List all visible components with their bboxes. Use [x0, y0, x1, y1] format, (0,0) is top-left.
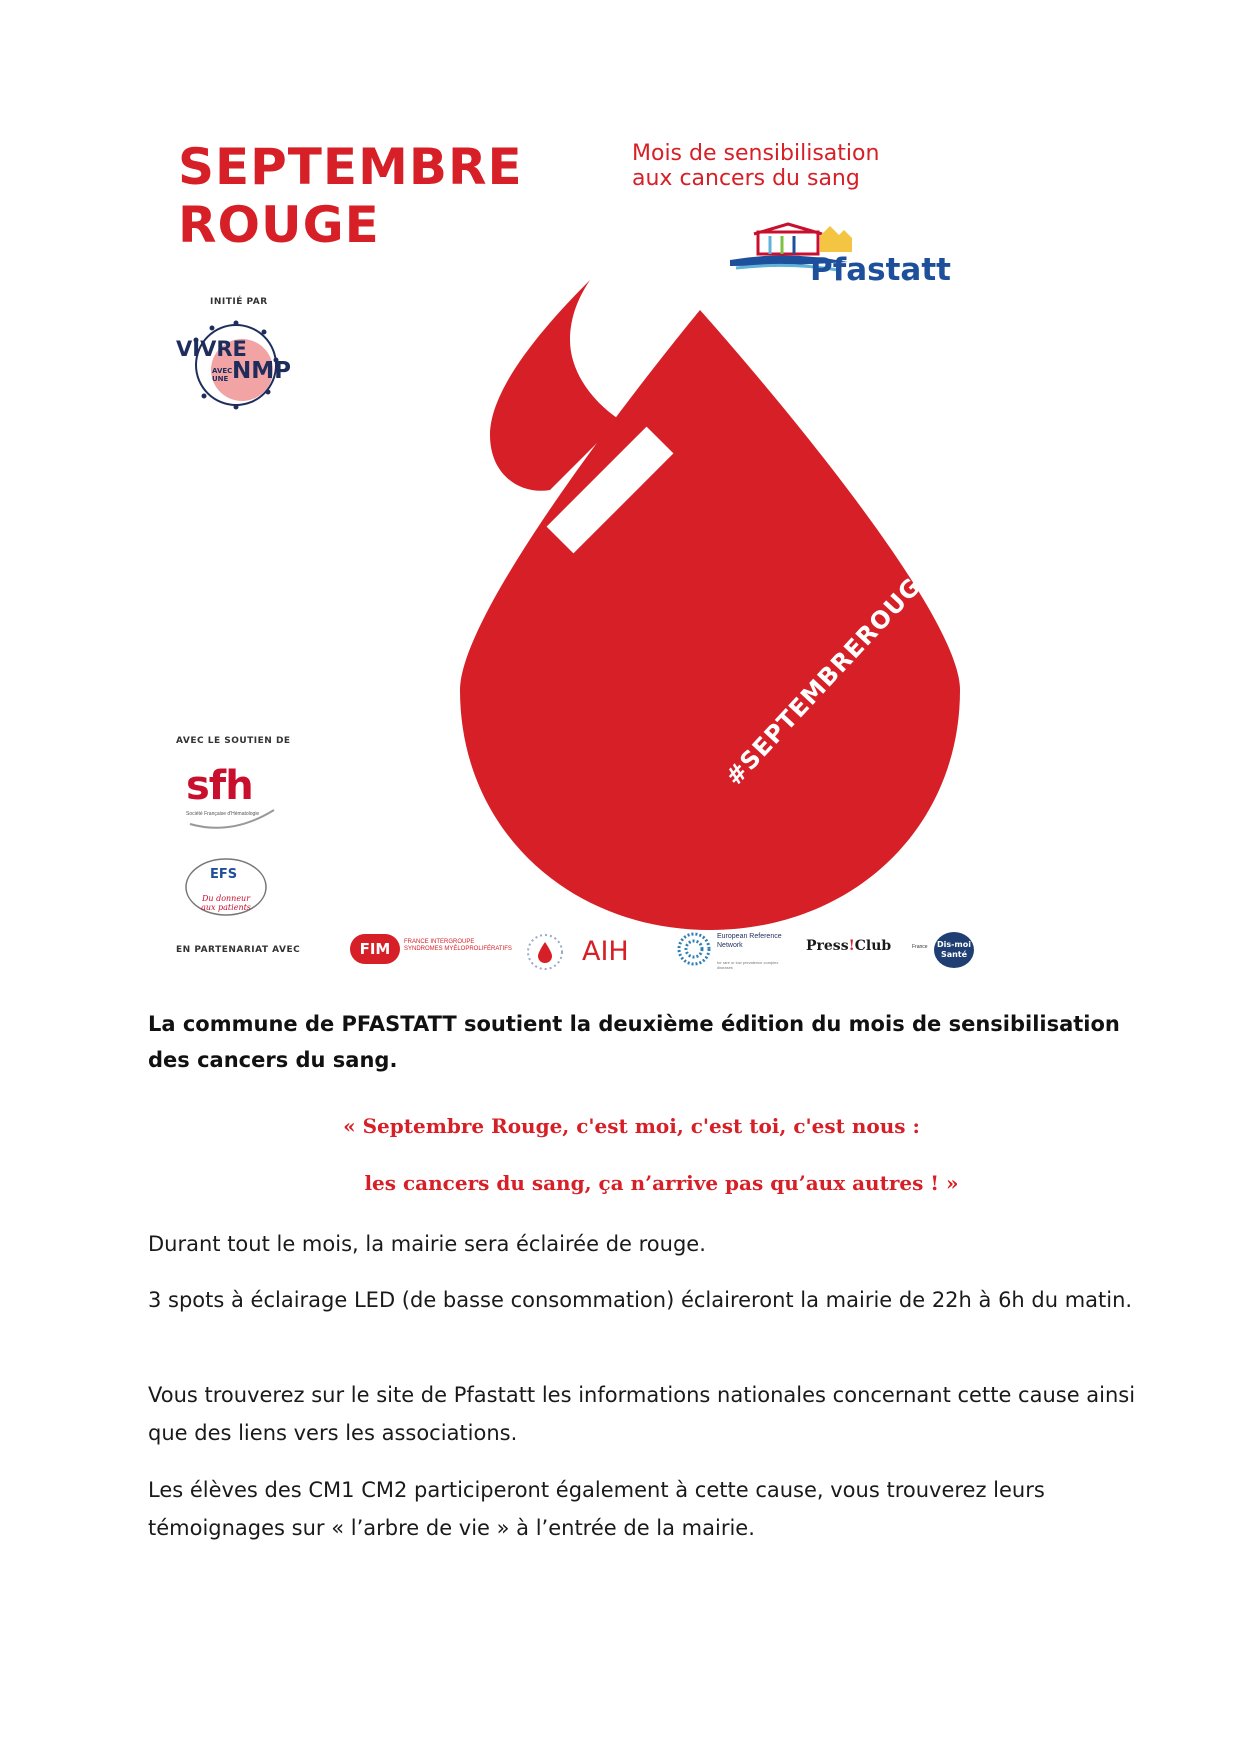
vivre-logo-word3: UNE [212, 375, 229, 383]
quote-line-1: « Septembre Rouge, c'est moi, c'est toi, c'est nous : [343, 1114, 920, 1138]
efs-logo-text: EFS [210, 867, 238, 882]
partner-logos [350, 930, 990, 976]
support-label: AVEC LE SOUTIEN DE [176, 736, 291, 746]
sfh-logo-text: sfh [186, 763, 253, 809]
press-club-logo: Press!Club [806, 938, 892, 954]
press-club-word1: Press [806, 938, 849, 954]
ern-logo-subtitle: for rare or low prevalence complex diseases [717, 960, 779, 970]
pfastatt-logo-text: Pfastatt [810, 252, 951, 288]
vivre-logo-word4: NMP [232, 358, 291, 384]
efs-logo-tagline: Du donneur aux patients [201, 894, 251, 912]
article-paragraph: Durant tout le mois, la mairie sera éclairée de rouge. [148, 1232, 706, 1256]
partnership-label: EN PARTENARIAT AVEC [176, 945, 301, 955]
vivre-logo-word2: AVEC [212, 367, 233, 375]
quote-line-2: les cancers du sang, ça n’arrive pas qu’aux autres ! » [364, 1171, 959, 1195]
campaign-hashtag: #SEPTEMBREROUGE [720, 559, 939, 792]
poster-subtitle-line1: Mois de sensibilisation [632, 141, 880, 166]
aih-logo-icon [525, 932, 565, 972]
ern-logo-text: European Reference Network [717, 933, 782, 949]
press-club-word2: Club [854, 938, 892, 954]
sfh-logo-subtitle: Société Française d'Hématologie [186, 811, 260, 817]
dis-moi-word2: Santé [940, 950, 968, 959]
poster-title-line1: SEPTEMBRE [178, 138, 523, 196]
poster-subtitle-line2: aux cancers du sang [632, 166, 860, 191]
article-paragraph: 3 spots à éclairage LED (de basse consommation) éclaireront la mairie de 22h à 6h du matin. [148, 1288, 1133, 1312]
article-paragraph: Les élèves des CM1 CM2 participeront également à cette cause, vous trouverez leurs témoignages sur « l’arbre de vie » à l’entrée de la mairie. [148, 1478, 1045, 1540]
vivre-logo-small [212, 367, 232, 383]
article-paragraph: Vous trouverez sur le site de Pfastatt les informations nationales concernant cette cause ainsi que des liens vers les associations. [148, 1383, 1136, 1445]
dis-moi-word1: Dis-moi [936, 940, 972, 949]
fim-logo: FIM [350, 934, 400, 964]
article-heading: La commune de PFASTATT soutient la deuxième édition du mois de sensibilisation des cancers du sang. [148, 1012, 1120, 1072]
poster-title-line2: ROUGE [178, 196, 380, 254]
poster-title [178, 138, 523, 254]
fim-logo-subtitle: FRANCE INTERGROUPE SYNDROMES MYÉLOPROLIFÉRATIFS [404, 939, 512, 952]
dis-moi-sante-logo [934, 932, 974, 968]
poster-subtitle [632, 141, 879, 191]
press-club-subtitle: France [912, 944, 928, 950]
aih-logo-text: AIH [582, 936, 629, 967]
ern-logo-icon [675, 930, 713, 968]
vivre-logo-word1: VIVRE [176, 337, 247, 361]
initiated-by-label: INITIÉ PAR [210, 297, 268, 307]
